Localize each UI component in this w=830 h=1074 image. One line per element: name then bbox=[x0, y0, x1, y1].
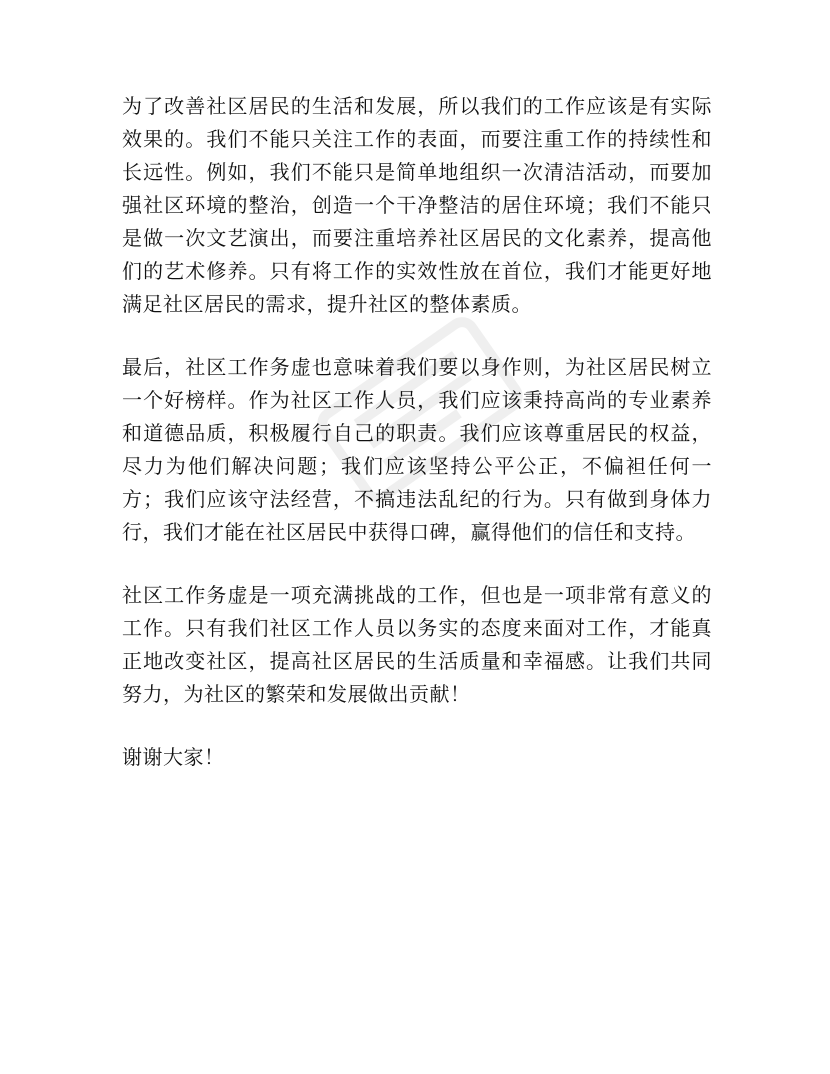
paragraph-1: 为了改善社区居民的生活和发展，所以我们的工作应该是有实际效果的。我们不能只关注工作的表面，而要注重工作的持续性和长远性。例如，我们不能只是简单地组织一次清洁活动，而要加强社区环境的整治，创造一个干净整洁的居住环境；我们不能只是做一次文艺演出，而要注重培养社区居民的文化素养，提高他们的艺术修养。只有将工作的实效性放在首位，我们才能更好地满足社区居民的需求，提升社区的整体素质。 bbox=[122, 94, 712, 316]
paragraph-3: 社区工作务虚是一项充满挑战的工作，但也是一项非常有意义的工作。只有我们社区工作人员以务实的态度来面对工作，才能真正地改变社区，提高社区居民的生活质量和幸福感。让我们共同努力，为社区的繁荣和发展做出贡献！ bbox=[122, 583, 712, 706]
closing-remark: 谢谢大家！ bbox=[122, 745, 225, 769]
document-body bbox=[122, 90, 712, 774]
paragraph-2: 最后，社区工作务虚也意味着我们要以身作则，为社区居民树立一个好榜样。作为社区工作人员，我们应该秉持高尚的专业素养和道德品质，积极履行自己的职责。我们应该尊重居民的权益，尽力为他们解决问题；我们应该坚持公平公正，不偏袒任何一方；我们应该守法经营，不搞违法乱纪的行为。只有做到身体力行，我们才能在社区居民中获得口碑，赢得他们的信任和支持。 bbox=[122, 355, 712, 544]
